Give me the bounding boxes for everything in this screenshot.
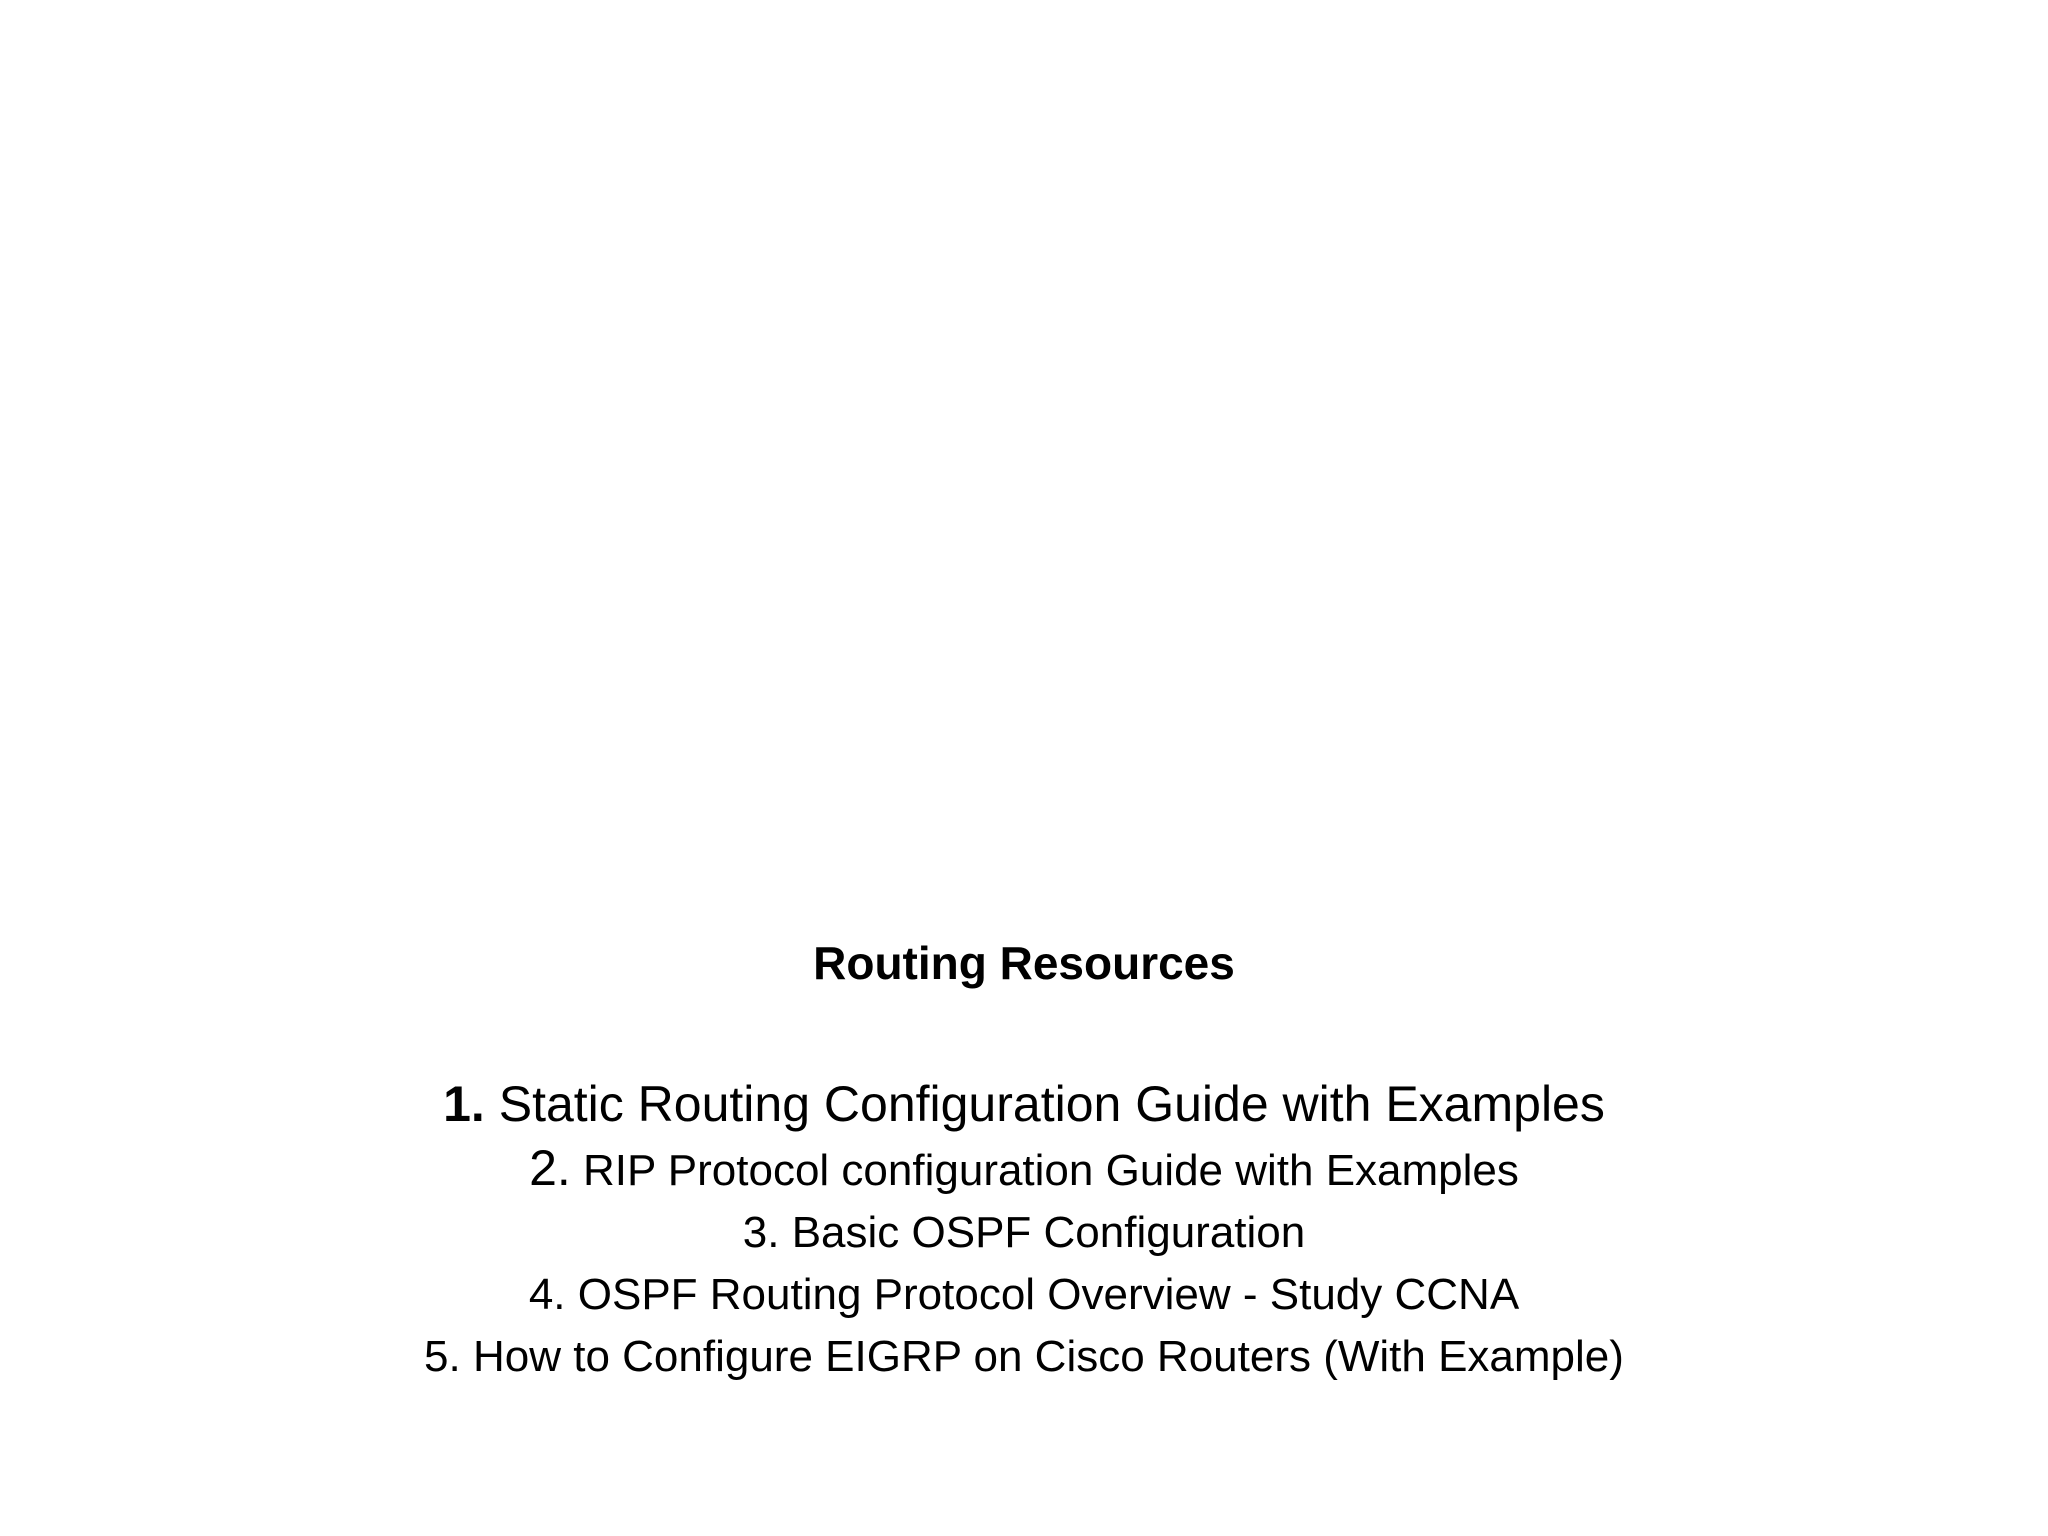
list-item-text: How to Configure EIGRP on Cisco Routers (With Example) (472, 1332, 1624, 1381)
list-item[interactable] (0, 1071, 2048, 1137)
list-item-number: 4. (528, 1270, 566, 1319)
list-item-number: 1. (443, 1076, 485, 1132)
list-item-number: 2. (529, 1140, 571, 1196)
page-title: Routing Resources (813, 937, 1235, 989)
list-item-text: Static Routing Configuration Guide with Examples (498, 1076, 1605, 1132)
list-item-number: 3. (742, 1208, 780, 1257)
list-item[interactable] (0, 1202, 2048, 1264)
list-item[interactable] (0, 1137, 2048, 1202)
list-item[interactable] (0, 1326, 2048, 1388)
resources-section (0, 935, 2048, 1388)
list-item-text: OSPF Routing Protocol Overview - Study CCNA (577, 1270, 1520, 1319)
resource-list (0, 1071, 2048, 1388)
list-item-number: 5. (424, 1332, 461, 1381)
list-item[interactable] (0, 1264, 2048, 1326)
list-item-text: RIP Protocol configuration Guide with Examples (583, 1146, 1519, 1195)
list-item-text: Basic OSPF Configuration (791, 1208, 1306, 1257)
